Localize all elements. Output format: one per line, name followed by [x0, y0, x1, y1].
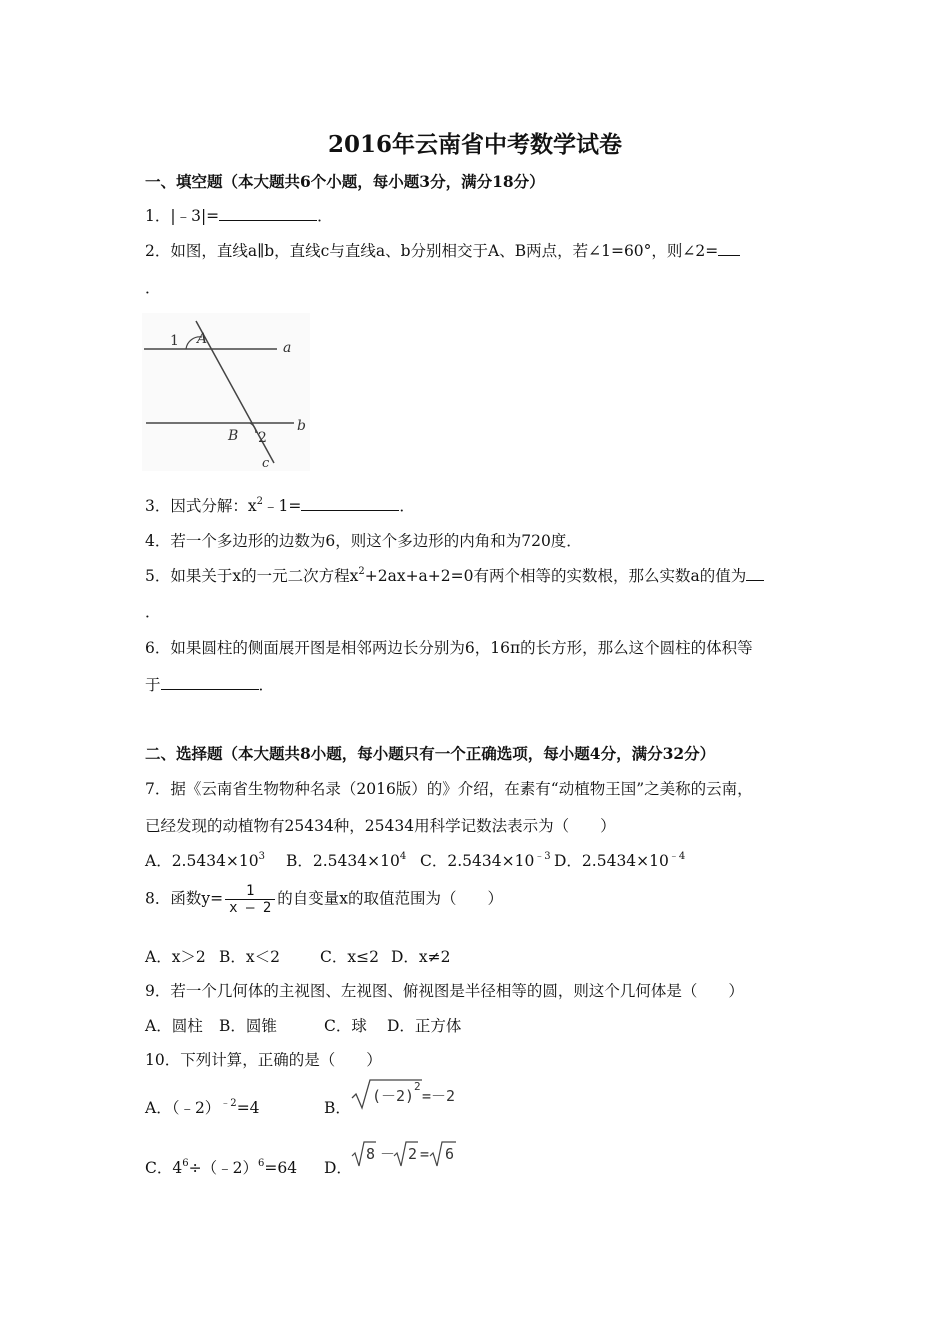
- q10-a-post: =4: [236, 1099, 260, 1117]
- q7-c-text: C．2.5434×10: [420, 852, 535, 870]
- answer-blank: [161, 675, 259, 690]
- q10-d-eq: =: [420, 1145, 430, 1163]
- section1-heading: 一、填空题（本大题共6个小题，每小题3分，满分18分）: [145, 172, 545, 191]
- q2-end: ．: [145, 279, 161, 297]
- question-4: 4．若一个多边形的边数为6，则这个多边形的内角和为720度．: [145, 532, 582, 550]
- q10-b-radicand: (－2): [372, 1087, 415, 1105]
- q8-option-a: A．x＞2: [145, 948, 206, 966]
- q10-c-exp2: 6: [257, 1158, 265, 1169]
- q10-d-radicand3: 6: [445, 1145, 455, 1163]
- q7-d-text: D．2.5434×10: [554, 852, 669, 870]
- q10-c-mid: ÷（﹣2）: [188, 1159, 258, 1177]
- q10-a-exp: ﹣2: [220, 1098, 237, 1109]
- q5-pre: 5．如果关于x的一元二次方程x: [145, 567, 359, 585]
- q9-option-c: C．球: [324, 1017, 367, 1035]
- q8-fraction: [225, 883, 275, 916]
- q10-b-exp: 2: [414, 1080, 421, 1093]
- question-8: [145, 883, 503, 916]
- q7-d-exp: ﹣4: [668, 851, 686, 862]
- q8-option-b: B．x＜2: [219, 948, 280, 966]
- q3-post: ﹣1=: [262, 497, 302, 515]
- point-b-label: B: [228, 428, 239, 444]
- question-1: [145, 204, 333, 226]
- q5-exponent: 2: [358, 566, 365, 577]
- q10-a-pre: A．（﹣2）: [145, 1099, 221, 1117]
- q10-d-label: D．: [324, 1159, 352, 1177]
- angle-1-label: 1: [170, 333, 179, 349]
- question-10: 10．下列计算，正确的是（ ）: [145, 1051, 382, 1069]
- q8-denominator: x – 2: [229, 900, 272, 916]
- q3-exponent: 2: [256, 496, 263, 507]
- q7-option-b: [286, 849, 406, 871]
- q7-option-a: [145, 849, 265, 871]
- q3-end: ．: [399, 497, 415, 515]
- q10-b-math: [350, 1076, 468, 1112]
- q10-d-radicand1: 8: [366, 1145, 376, 1163]
- q9-option-b: B．圆锥: [219, 1017, 277, 1035]
- question-5: [145, 564, 764, 586]
- q6-end: ．: [258, 676, 275, 694]
- answer-blank: [718, 241, 740, 256]
- answer-blank: [301, 496, 399, 511]
- q6-line2-text: 于: [145, 676, 161, 694]
- q10-d-math: [350, 1138, 462, 1170]
- q1-end: ．: [317, 207, 333, 225]
- q8-pre: 8．函数y=: [145, 889, 224, 908]
- q9-option-a: A．圆柱: [145, 1017, 203, 1035]
- line-b-label: b: [297, 418, 306, 434]
- answer-blank: [219, 206, 317, 221]
- q3-pre: 3．因式分解：x: [145, 497, 257, 515]
- q7-a-exp: 3: [258, 851, 266, 862]
- question-3: [145, 494, 415, 516]
- parallel-lines-figure: [142, 313, 310, 471]
- q7-a-text: A．2.5434×10: [145, 852, 259, 870]
- q10-option-c: [145, 1156, 297, 1178]
- section2-heading: 二、选择题（本大题共8小题，每小题只有一个正确选项，每小题4分，满分32分）: [145, 744, 716, 763]
- q10-d-minus: －: [380, 1145, 396, 1163]
- q1-text: 1．|﹣3|=: [145, 207, 220, 225]
- q10-b-post: =－2: [422, 1087, 456, 1105]
- page-title: 2016年云南省中考数学试卷: [327, 131, 622, 158]
- q10-option-b: [324, 1096, 351, 1118]
- q10-option-d: [324, 1156, 352, 1178]
- point-a-label: A: [197, 331, 208, 347]
- q10-b-label: B．: [324, 1099, 351, 1117]
- q5-end: ．: [145, 603, 161, 621]
- q7-c-exp: ﹣3: [534, 851, 551, 862]
- question-9: 9．若一个几何体的主视图、左视图、俯视图是半径相等的圆，则这个几何体是（ ）: [145, 982, 744, 1000]
- question-2: [145, 239, 740, 261]
- question-7-line1: 7．据《云南省生物物种名录（2016版）的》介绍，在素有“动植物王国”之美称的云南，: [145, 780, 753, 798]
- q7-option-c: [420, 849, 551, 871]
- q8-option-d: D．x≠2: [391, 948, 451, 966]
- q9-option-d: D．正方体: [387, 1017, 462, 1035]
- q10-c-post: =64: [264, 1159, 298, 1177]
- q8-option-c: C．x≤2: [320, 948, 379, 966]
- q7-option-d: [554, 849, 685, 871]
- q10-option-a: [145, 1096, 260, 1118]
- q7-b-text: B．2.5434×10: [286, 852, 400, 870]
- q10-c-pre: C．4: [145, 1159, 183, 1177]
- q8-numerator: 1: [225, 883, 275, 900]
- q2-text: 2．如图，直线a∥b，直线c与直线a、b分别相交于A、B两点，若∠1=60°，则∠2=: [145, 242, 719, 260]
- answer-blank: [746, 566, 764, 581]
- angle-2-label: 2: [258, 430, 267, 446]
- question-6-line1: 6．如果圆柱的侧面展开图是相邻两边长分别为6，16π的长方形，那么这个圆柱的体积等: [145, 639, 753, 657]
- question-7-line2: 已经发现的动植物有25434种，25434用科学记数法表示为（ ）: [145, 817, 616, 835]
- sqrt-sign-icon: [350, 1076, 468, 1112]
- q8-post: 的自变量x的取值范围为（ ）: [277, 889, 504, 908]
- line-c-label: c: [262, 456, 270, 471]
- q10-c-exp1: 6: [182, 1158, 189, 1169]
- q10-d-radicand2: 2: [408, 1145, 418, 1163]
- question-6-line2: [145, 673, 274, 695]
- q5-post: +2ax+a+2=0有两个相等的实数根，那么实数a的值为: [364, 567, 747, 585]
- sqrt-signs-icon: [350, 1138, 462, 1170]
- line-a-label: a: [283, 340, 292, 356]
- q7-b-exp: 4: [399, 851, 407, 862]
